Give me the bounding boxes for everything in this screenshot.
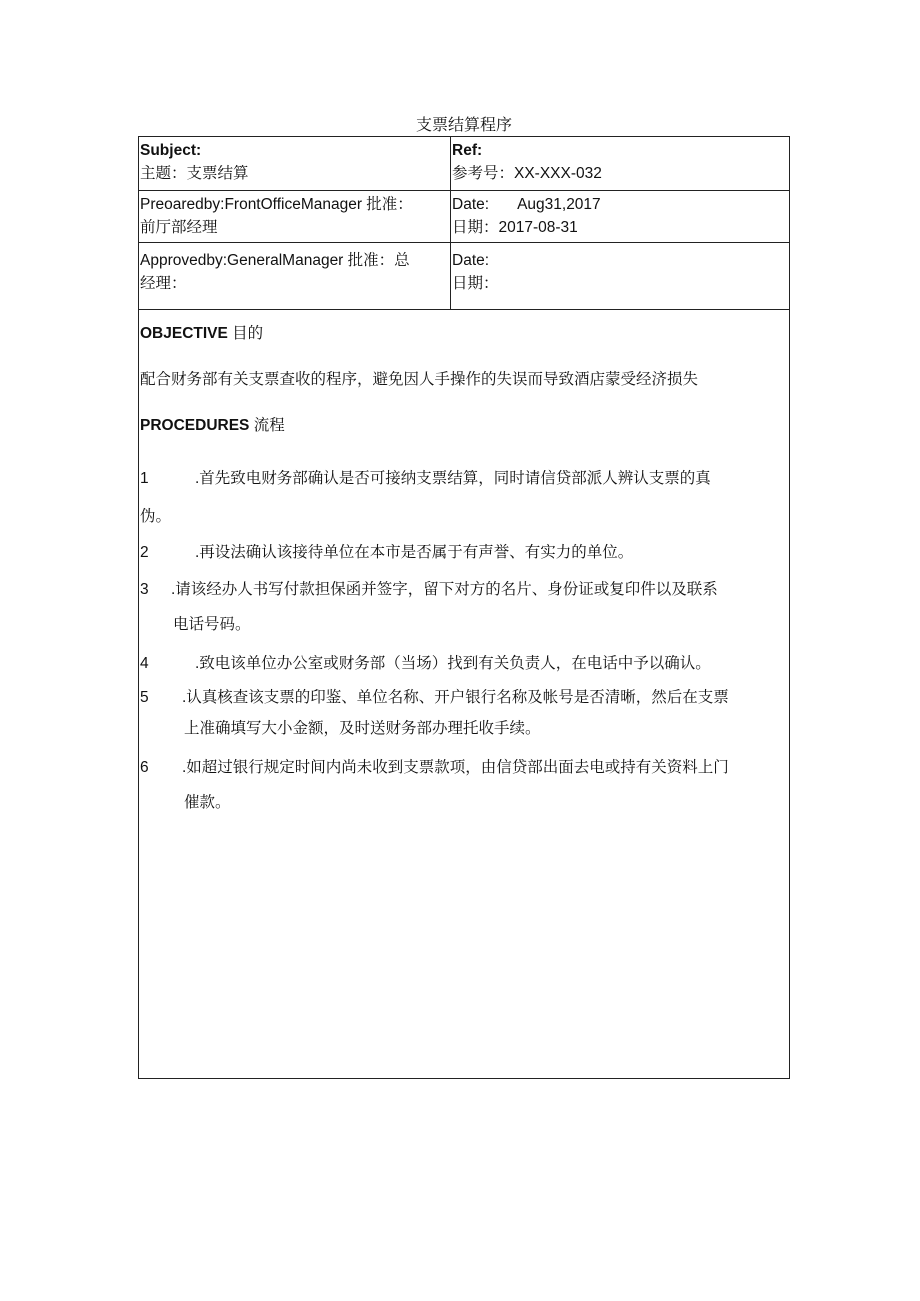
procedures-heading-en: PROCEDURES <box>140 417 250 434</box>
date2-cn: 日期： <box>452 275 499 292</box>
procedure-text-cont: 电话号码。 <box>173 616 251 633</box>
procedure-text-cont: 催款。 <box>184 794 231 811</box>
prepared-by: Preoaredby:FrontOfficeManager 批准： <box>140 196 413 213</box>
ref-value: 参考号：XX-XXX-032 <box>452 165 602 182</box>
subject-cell <box>139 137 451 191</box>
ref-label: Ref: <box>452 142 483 159</box>
procedure-number: 6 <box>140 759 149 776</box>
date-value-en: Aug31,2017 <box>517 196 601 213</box>
procedure-text: .首先致电财务部确认是否可接纳支票结算，同时请信贷部派人辨认支票的真 <box>195 470 711 487</box>
procedure-number: 2 <box>140 544 149 561</box>
document-title: 支票结算程序 <box>415 117 512 134</box>
subject-label: Subject: <box>140 142 202 159</box>
prepared-by-cn: 前厅部经理 <box>140 219 218 236</box>
procedure-text: .如超过银行规定时间内尚未收到支票款项，由信贷部出面去电或持有关资料上门 <box>182 759 729 776</box>
procedure-number: 4 <box>140 655 149 672</box>
procedure-number: 1 <box>140 470 149 487</box>
procedure-text: .再设法确认该接待单位在本市是否属于有声誉、有实力的单位。 <box>195 544 634 561</box>
header-table <box>139 137 789 310</box>
ref-cell <box>451 137 790 191</box>
date-value-cn: 日期：2017-08-31 <box>452 219 578 236</box>
procedure-text-cont: 伪。 <box>140 508 172 525</box>
procedures-heading <box>140 415 285 437</box>
objective-text: 配合财务部有关支票查收的程序，避免因人手操作的失误而导致酒店蒙受经济损失 <box>140 371 699 388</box>
date-label: Date: <box>452 196 490 213</box>
procedure-text: .致电该单位办公室或财务部（当场）找到有关负责人，在电话中予以确认。 <box>195 655 711 672</box>
form-frame <box>138 136 790 1079</box>
date2-cell <box>451 243 790 310</box>
subject-value: 主题：支票结算 <box>140 165 249 182</box>
approved-cell <box>139 243 451 310</box>
approved-by: Approvedby:GeneralManager 批准：总 <box>140 252 410 269</box>
objective-heading-cn: 目的 <box>227 325 264 342</box>
header-row-approved <box>139 243 789 310</box>
procedure-number: 5 <box>140 689 149 706</box>
procedure-text: .请该经办人书写付款担保函并签字，留下对方的名片、身份证或复印件以及联系 <box>171 581 718 598</box>
date-cell <box>451 191 790 243</box>
prepared-cell <box>139 191 451 243</box>
procedures-heading-cn: 流程 <box>249 417 285 434</box>
header-row-prepared <box>139 191 789 243</box>
header-row-subject <box>139 137 789 191</box>
approved-by-cn: 经理： <box>140 275 187 292</box>
objective-heading <box>140 323 263 345</box>
date2-label: Date: <box>452 252 490 269</box>
procedure-text: .认真核查该支票的印鉴、单位名称、开户银行名称及帐号是否清晰，然后在支票 <box>182 689 729 706</box>
objective-heading-en: OBJECTIVE <box>140 325 228 342</box>
procedure-text-cont: 上准确填写大小金额，及时送财务部办理托收手续。 <box>184 720 541 737</box>
procedure-number: 3 <box>140 581 149 598</box>
